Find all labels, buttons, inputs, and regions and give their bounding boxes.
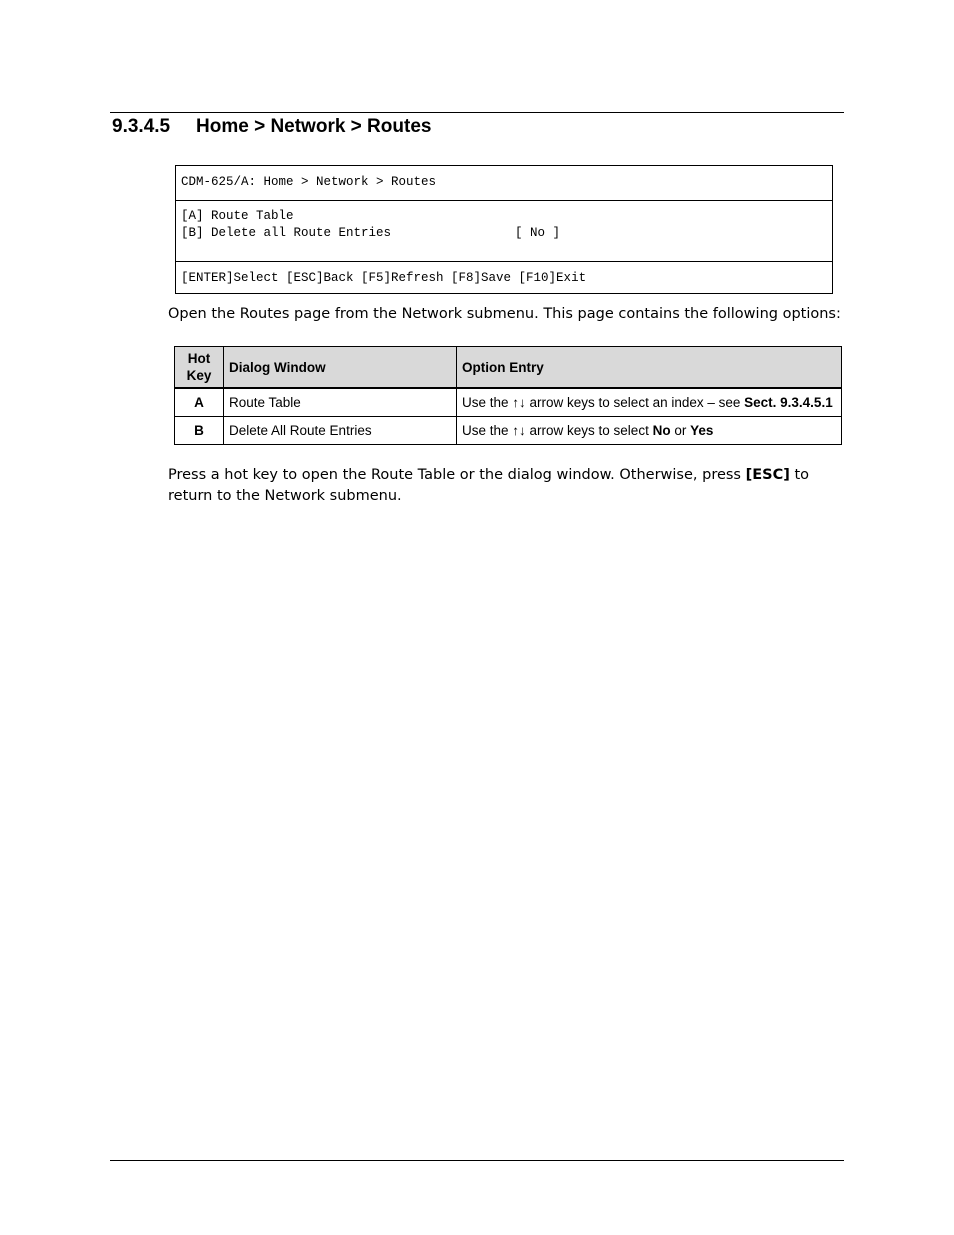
delete-routes-value: [ No ] xyxy=(515,226,561,240)
option-cell: Use the ↑↓ arrow keys to select No or Yes xyxy=(457,417,842,445)
options-table xyxy=(174,346,842,445)
hot-key-cell: B xyxy=(175,417,224,445)
top-rule xyxy=(110,112,844,113)
terminal-footer-keys: [ENTER]Select [ESC]Back [F5]Refresh [F8]Save [F10]Exit xyxy=(181,271,587,285)
header-option-entry: Option Entry xyxy=(457,347,842,389)
table-header-row xyxy=(175,347,842,389)
terminal-screen xyxy=(175,165,833,294)
menu-item-delete-routes[interactable]: [B] Delete all Route Entries xyxy=(181,226,392,240)
option-cell: Use the ↑↓ arrow keys to select an index – see Sect. 9.3.4.5.1 xyxy=(457,388,842,417)
section-heading xyxy=(112,114,431,140)
section-number: 9.3.4.5 xyxy=(112,116,171,137)
section-reference: Sect. 9.3.4.5.1 xyxy=(744,395,833,410)
terminal-divider xyxy=(176,261,832,262)
menu-item-route-table[interactable]: [A] Route Table xyxy=(181,209,294,223)
header-hot-key: Hot Key xyxy=(175,347,224,389)
table-row xyxy=(175,388,842,417)
dialog-cell: Route Table xyxy=(224,388,457,417)
bottom-rule xyxy=(110,1160,844,1161)
closing-paragraph: Press a hot key to open the Route Table or the dialog window. Otherwise, press [ESC] to return to the Network submenu. xyxy=(168,467,810,504)
hot-key-cell: A xyxy=(175,388,224,417)
terminal-header: CDM-625/A: Home > Network > Routes xyxy=(181,175,437,189)
section-title: Home > Network > Routes xyxy=(196,116,432,137)
terminal-divider xyxy=(176,200,832,201)
table-row xyxy=(175,417,842,445)
intro-paragraph: Open the Routes page from the Network submenu. This page contains the following options: xyxy=(168,306,841,322)
dialog-cell: Delete All Route Entries xyxy=(224,417,457,445)
esc-key-label: [ESC] xyxy=(745,467,790,483)
header-dialog-window: Dialog Window xyxy=(224,347,457,389)
